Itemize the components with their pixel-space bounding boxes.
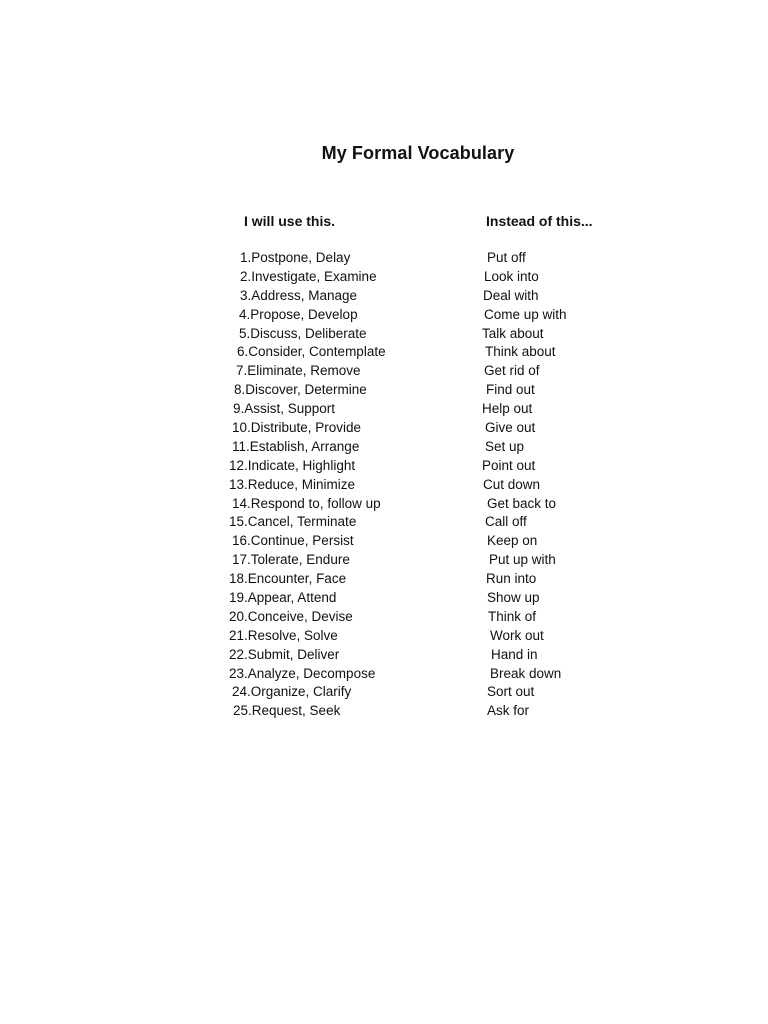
vocabulary-row <box>0 608 768 627</box>
document-title: My Formal Vocabulary <box>321 143 515 163</box>
informal-term: Put up with <box>489 552 556 568</box>
vocabulary-row <box>0 419 768 438</box>
formal-term: 25.Request, Seek <box>233 703 341 719</box>
informal-term: Help out <box>482 401 533 417</box>
formal-term: 2.Investigate, Examine <box>240 268 377 284</box>
formal-term: 1.Postpone, Delay <box>240 250 351 265</box>
informal-term: Get back to <box>487 495 557 511</box>
informal-term: Cut down <box>483 476 541 492</box>
vocabulary-row <box>0 551 768 570</box>
vocabulary-row <box>0 570 768 589</box>
formal-term: 22.Submit, Deliver <box>229 646 340 662</box>
formal-term: 21.Resolve, Solve <box>229 627 338 643</box>
vocabulary-row <box>0 702 768 721</box>
informal-term: Show up <box>487 590 540 606</box>
informal-term: Hand in <box>491 646 538 662</box>
formal-term: 11.Establish, Arrange <box>232 438 360 454</box>
vocabulary-row <box>0 306 768 325</box>
informal-term: Look into <box>484 268 539 284</box>
formal-column-header: I will use this. <box>244 213 336 229</box>
informal-term: Work out <box>490 627 544 643</box>
vocabulary-row <box>0 343 768 362</box>
formal-term: 4.Propose, Develop <box>239 306 358 322</box>
informal-term: Think of <box>488 608 537 624</box>
vocabulary-row <box>0 513 768 532</box>
informal-term: Give out <box>485 420 536 436</box>
vocabulary-row <box>0 249 768 268</box>
vocabulary-row <box>0 438 768 457</box>
formal-term: 20.Conceive, Devise <box>229 608 353 624</box>
formal-term: 6.Consider, Contemplate <box>237 344 386 360</box>
vocabulary-row <box>0 532 768 551</box>
formal-term: 5.Discuss, Deliberate <box>239 325 367 341</box>
formal-term: 12.Indicate, Highlight <box>229 457 356 473</box>
vocabulary-row <box>0 627 768 646</box>
informal-term: Point out <box>482 457 536 473</box>
formal-term: 3.Address, Manage <box>240 287 358 303</box>
informal-term: Break down <box>490 665 562 681</box>
informal-column-header: Instead of this... <box>486 213 593 229</box>
vocabulary-row <box>0 325 768 344</box>
informal-term: Think about <box>485 344 556 360</box>
formal-term: 15.Cancel, Terminate <box>229 514 357 530</box>
formal-term: 10.Distribute, Provide <box>232 420 362 436</box>
formal-term: 19.Appear, Attend <box>229 590 337 606</box>
vocabulary-row <box>0 589 768 608</box>
vocabulary-row <box>0 683 768 702</box>
vocabulary-list <box>0 249 768 721</box>
formal-term: 16.Continue, Persist <box>232 533 354 549</box>
vocabulary-row <box>0 495 768 514</box>
informal-term: Set up <box>485 438 525 454</box>
informal-term: Ask for <box>487 703 530 719</box>
formal-term: 9.Assist, Support <box>233 401 336 417</box>
informal-term: Keep on <box>487 533 538 549</box>
informal-term: Get rid of <box>484 363 540 379</box>
vocabulary-row <box>0 646 768 665</box>
formal-term: 13.Reduce, Minimize <box>229 476 356 492</box>
informal-term: Sort out <box>487 684 535 700</box>
vocabulary-row <box>0 457 768 476</box>
informal-term: Call off <box>485 514 527 530</box>
informal-term: Find out <box>486 382 535 398</box>
vocabulary-row <box>0 362 768 381</box>
formal-term: 18.Encounter, Face <box>229 571 347 587</box>
informal-term: Come up with <box>484 306 567 322</box>
informal-term: Run into <box>486 571 537 587</box>
formal-term: 23.Analyze, Decompose <box>229 665 376 681</box>
informal-term: Deal with <box>483 287 539 303</box>
vocabulary-row <box>0 476 768 495</box>
formal-term: 24.Organize, Clarify <box>232 684 352 700</box>
formal-term: 8.Discover, Determine <box>234 382 367 398</box>
vocabulary-row <box>0 665 768 684</box>
formal-term: 7.Eliminate, Remove <box>236 363 361 379</box>
vocabulary-row <box>0 381 768 400</box>
vocabulary-row <box>0 400 768 419</box>
formal-term: 14.Respond to, follow up <box>232 495 381 511</box>
vocabulary-row <box>0 268 768 287</box>
informal-term: Put off <box>487 250 526 265</box>
informal-term: Talk about <box>482 325 544 341</box>
formal-term: 17.Tolerate, Endure <box>232 552 350 568</box>
vocabulary-row <box>0 287 768 306</box>
